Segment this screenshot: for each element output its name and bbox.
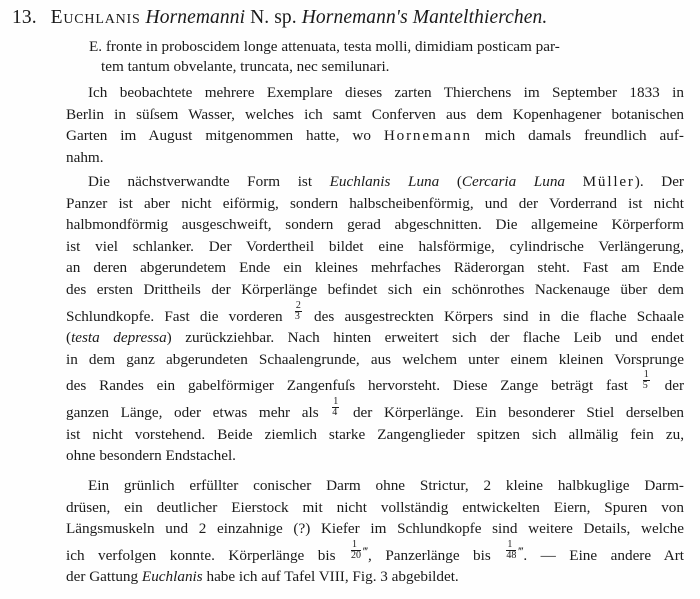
- text-line: [66, 147, 684, 169]
- text-run: Garten im August mitgenommen hatte, wo: [66, 127, 371, 145]
- text-run: ich verfolgen konnte. Körperlänge bis: [66, 546, 336, 564]
- fraction: [332, 397, 339, 418]
- text-run: ). Der: [634, 173, 684, 190]
- text-line: ist nicht vorstehend. Beide ziemlich starke Zangenglieder spitzen sich allmälig fein zu,: [66, 425, 684, 443]
- text-line: in dem ganz abgerundeten Schaalengrunde, aus welchem unter einem kleinen Vorsprunge: [66, 350, 684, 368]
- text-line: des ersten Drittheils der Körperlänge befindet sich ein schönrothes Nackenauge über dem: [66, 280, 684, 298]
- text-run: Die nächstverwandte Form ist: [88, 173, 313, 190]
- text-run: (: [66, 329, 72, 347]
- text-line: [66, 540, 684, 567]
- fraction-denominator: 4: [332, 406, 338, 418]
- author-name: Müller: [582, 173, 635, 190]
- paragraph-details: [66, 475, 684, 588]
- text-run: der Gattung: [66, 568, 139, 586]
- entry-heading: [12, 6, 692, 30]
- common-name: Hornemann's Mantelthierchen.: [301, 7, 548, 28]
- text-line: Längsmuskeln und 2 einzahnige (?) Kiefer im Schlundkopfe sind weitere Details, welche: [66, 520, 684, 538]
- text-line: ist viel schlanker. Der Vordertheil bildet eine halsförmige, cylindrische Verlängerung,: [66, 237, 684, 255]
- text-line: ohne besondern Endstachel.: [66, 447, 236, 465]
- text-line: halbmondförmig ausgeschweift, sondern gerad abgeschnitten. Die allgemeine Körperform: [66, 216, 684, 234]
- text-line: [66, 370, 684, 397]
- text-line: [66, 125, 684, 147]
- text-run: der: [664, 377, 685, 395]
- person-name: Hornemann: [383, 127, 472, 145]
- text-run: habe ich auf Tafel VIII, Fig. 3 abgebildet.: [206, 568, 459, 586]
- text-line: an deren abgerundetem Ende ein kleines mehrfaches Räderorgan steht. Fast am Ende: [66, 259, 684, 277]
- text-line: [66, 327, 684, 349]
- text-run: ) zurückziehbar. Nach hinten erweitert sich der flache Leib und endet: [166, 329, 684, 347]
- text-line: drüsen, ein deutlicher Eierstock mit nicht vollständig entwickelten Eiern, Spuren von: [66, 498, 684, 516]
- text-line: Ein grünlich erfüllter conischer Darm ohne Strictur, 2 kleine halbkuglige Darm-: [88, 477, 684, 494]
- text-run: Ich beobachtete mehrere Exemplare dieses zarten Thierchens im September 1833 in: [88, 84, 684, 101]
- text-line: Panzer ist aber nicht eiförmig, sondern halbscheibenförmig, und der Vorderrand ist nicht: [66, 194, 684, 212]
- text-line: [66, 566, 684, 588]
- paragraph-description: [66, 171, 684, 467]
- new-species-mark: N. sp.: [250, 7, 297, 28]
- text-run: . — Eine andere Art: [523, 546, 685, 564]
- text-run: Berlin in süſsem Wasser, welches ich samt Conferven aus dem Kopenhagener botanischen: [66, 105, 684, 123]
- text-run: nahm.: [66, 148, 104, 166]
- text-run: des ausgestreckten Körpers sind in die flache Schaale: [314, 307, 684, 325]
- text-line: [66, 301, 684, 328]
- text-run: ganzen Länge, oder etwas mehr als: [66, 403, 319, 421]
- text-line: [66, 82, 684, 104]
- fraction: [351, 540, 361, 561]
- text-run: des Randes ein gabelförmiger Zangenfuſs hervorsteht. Diese Zange beträgt fast: [66, 377, 628, 395]
- text-run: Schlundkopfe. Fast die vorderen: [66, 307, 283, 325]
- text-run: mich damals freundlich auf-: [484, 127, 684, 145]
- latin-term: testa depressa: [71, 329, 167, 347]
- text-line: [66, 397, 684, 424]
- entry-number: 13.: [12, 7, 37, 28]
- diagnosis-line: E. fronte in proboscidem longe attenuata, testa molli, dimidiam posticam par-: [89, 38, 560, 55]
- fraction-numerator: 2: [295, 299, 301, 311]
- taxon-name: Cercaria Luna: [461, 173, 566, 190]
- text-run: (: [456, 173, 462, 190]
- fraction-denominator: 20: [351, 549, 362, 561]
- fraction: [506, 540, 516, 561]
- text-run: der Körperlänge. Ein besonderer Stiel derselben: [352, 403, 685, 421]
- fraction-denominator: 3: [294, 310, 300, 322]
- fraction-numerator: 1: [506, 540, 516, 551]
- line-unit-mark: ‴: [518, 543, 524, 558]
- line-unit-mark: ‴: [363, 543, 369, 558]
- latin-diagnosis: [89, 37, 685, 76]
- genus-name: Euchlanis: [50, 7, 141, 28]
- fraction: [643, 370, 650, 391]
- fraction-denominator: 5: [642, 380, 648, 392]
- diagnosis-line: tem tantum obvelante, truncata, nec semilunari.: [101, 57, 390, 75]
- text-line: [66, 171, 684, 193]
- taxon-name: Euchlanis Luna: [329, 173, 440, 190]
- fraction-denominator: 48: [506, 549, 517, 561]
- fraction-numerator: 1: [333, 395, 339, 407]
- species-name: Hornemanni: [145, 7, 246, 28]
- text-line: [66, 104, 684, 126]
- text-run: , Panzerlänge bis: [368, 546, 491, 564]
- taxon-name: Euchlanis: [141, 568, 203, 586]
- fraction-numerator: 1: [351, 540, 361, 551]
- paragraph-observation: [66, 82, 684, 168]
- fraction: [295, 301, 302, 322]
- fraction-numerator: 1: [643, 369, 649, 381]
